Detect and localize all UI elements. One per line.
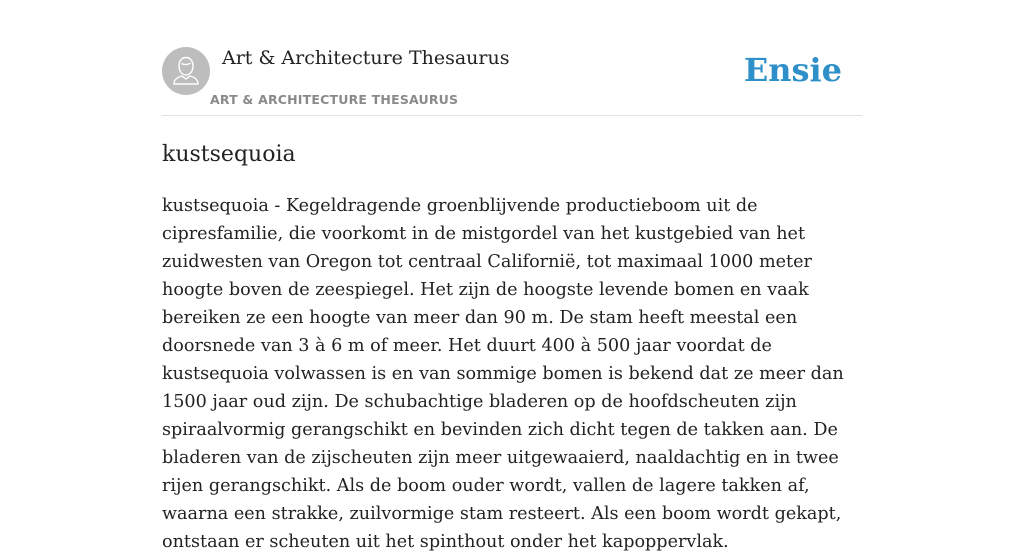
entry-title: kustsequoia	[162, 142, 296, 167]
source-label[interactable]: ART & ARCHITECTURE THESAURUS	[210, 92, 459, 107]
avatar[interactable]	[162, 47, 210, 95]
site-logo[interactable]: Ensie	[743, 51, 842, 89]
entry-definition: kustsequoia - Kegeldragende groenblijvende productieboom uit de cipresfamilie, die voorkomt in de mistgordel van het kustgebied van het zuidwesten van Oregon tot centraal Californië, tot maximaal 1000 meter hoogte boven de zeespiegel. Het zijn de hoogste levende bomen en vaak bereiken ze een hoogte van meer dan 90 m. De stam heeft meestal een doorsnede van 3 à 6 m of meer. Het duurt 400 à 500 jaar voordat de kustsequoia volwassen is en van sommige bomen is bekend dat ze meer dan 1500 jaar oud zijn. De schubachtige bladeren op de hoofdscheuten zijn spiraalvormig gerangschikt en bevinden zich dicht tegen de takken aan. De bladeren van de zijscheuten zijn meer uitgewaaierd, naaldachtig en in twee rijen gerangschikt. Als de boom ouder wordt, vallen de lagere takken af, waarna een strakke, zuilvormige stam resteert. Als een boom wordt gekapt, ontstaan er scheuten uit het spinthout onder het kapoppervlak.	[162, 196, 844, 552]
header-divider	[162, 115, 862, 116]
user-icon	[162, 47, 210, 95]
author-name[interactable]: Art & Architecture Thesaurus	[222, 47, 510, 69]
page-container	[162, 0, 862, 552]
